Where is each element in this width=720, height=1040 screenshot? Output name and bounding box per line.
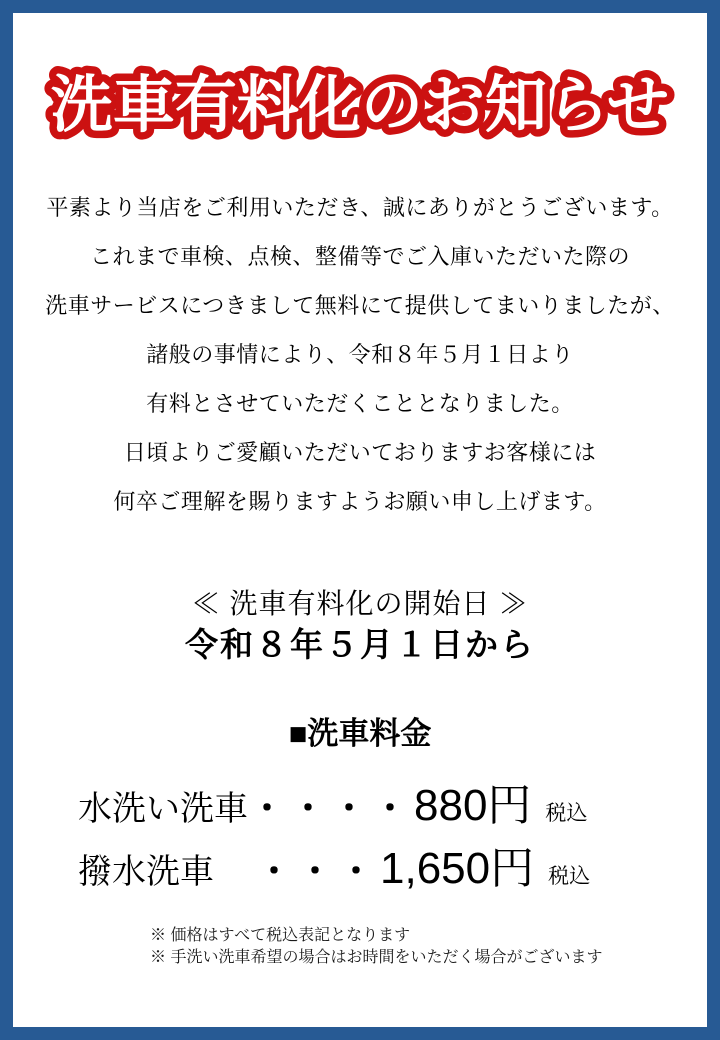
- start-date-value: 令和８年５月１日から: [185, 626, 535, 663]
- price-amount: 1,650円: [380, 844, 535, 893]
- greeting-line: 諸般の事情により、令和８年５月１日より: [146, 342, 574, 367]
- tax-included-label: 税込: [548, 865, 591, 888]
- notice-title-block: [13, 49, 707, 164]
- notice-title-art: [13, 49, 707, 164]
- footnotes: [150, 925, 677, 969]
- tax-included-label: 税込: [545, 802, 588, 825]
- price-item-name: 水洗い洗車: [78, 790, 248, 828]
- greeting-line: 有料とさせていただくこととなりました。: [146, 391, 574, 416]
- footnote-line: ※ 手洗い洗車希望の場合はお時間をいただく場合がございます: [150, 949, 603, 966]
- notice-title-text: 洗車有料化のお知らせ: [50, 71, 670, 140]
- start-date-section: [13, 585, 707, 667]
- price-leader-dots: ・・・・: [250, 790, 414, 828]
- price-row-water-wash: [78, 779, 667, 842]
- start-date-heading: ≪ 洗車有料化の開始日 ≫: [191, 588, 529, 619]
- price-amount: 880円: [414, 781, 532, 830]
- price-leader-dots: ・・・: [216, 853, 380, 891]
- greeting-paragraph: [13, 183, 707, 526]
- price-row-water-repellent-wash: [78, 842, 667, 905]
- greeting-line: 何卒ご理解を賜りますようお願い申し上げます。: [113, 489, 607, 514]
- greeting-line: これまで車検、点検、整備等でご入庫いただいた際の: [89, 244, 630, 269]
- greeting-line: 日頃よりご愛顧いただいておりますお客様には: [123, 440, 597, 465]
- footnote-line: ※ 価格はすべて税込表記となります: [150, 927, 411, 944]
- price-list: [78, 779, 667, 905]
- price-section-heading: ■洗車料金: [288, 716, 432, 751]
- greeting-line: 洗車サービスにつきまして無料にて提供してまいりましたが、: [45, 293, 675, 318]
- greeting-line: 平素より当店をご利用いただき、誠にありがとうございます。: [46, 195, 674, 220]
- price-item-name: 撥水洗車: [78, 853, 214, 891]
